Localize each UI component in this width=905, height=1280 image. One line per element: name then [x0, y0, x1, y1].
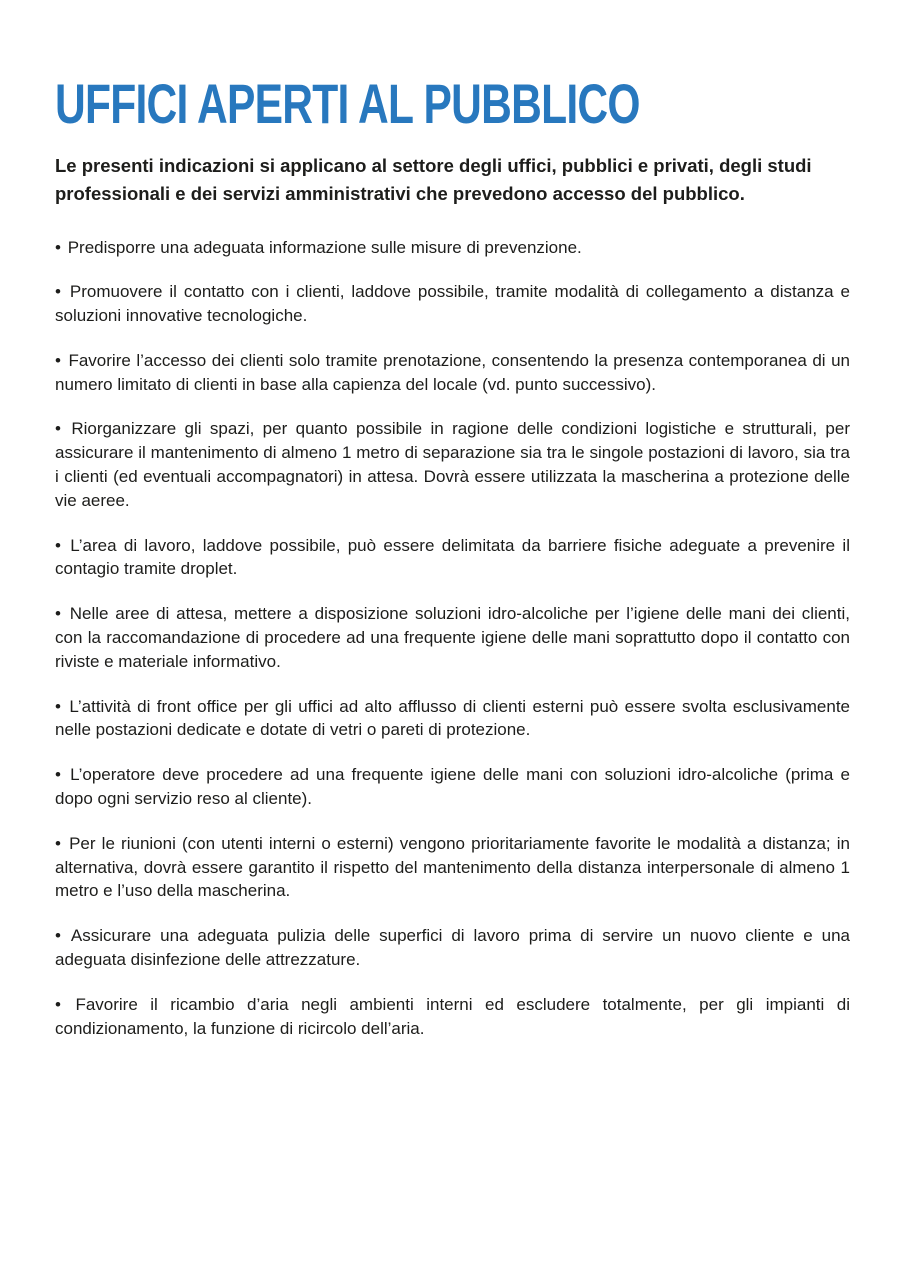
- bullet-icon: •: [55, 282, 61, 302]
- list-item: [55, 832, 850, 903]
- list-item-text: Favorire l’accesso dei clienti solo tramite prenotazione, consentendo la presenza contemporanea di un numero limitato di clienti in base alla capienza del locale (vd. punto successivo).: [55, 350, 850, 394]
- list-item-text: Favorire il ricambio d’aria negli ambienti interni ed escludere totalmente, per gli impianti di condizionamento, la funzione di ricircolo dell’aria.: [55, 994, 850, 1038]
- list-item: [55, 763, 850, 811]
- list-item-text: L’area di lavoro, laddove possibile, può essere delimitata da barriere fisiche adeguate a prevenire il contagio tramite droplet.: [55, 535, 850, 579]
- list-item-text: L’operatore deve procedere ad una frequente igiene delle mani con soluzioni idro-alcoliche (prima e dopo ogni servizio reso al cliente).: [55, 765, 850, 809]
- list-item: [55, 349, 850, 397]
- bullet-icon: •: [55, 994, 61, 1014]
- bullet-icon: •: [55, 535, 61, 555]
- list-item: [55, 236, 850, 260]
- list-item-text: Assicurare una adeguata pulizia delle superfici di lavoro prima di servire un nuovo cliente e una adeguata disinfezione delle attrezzature.: [55, 926, 850, 970]
- guidelines-list: [55, 236, 850, 1041]
- list-item: [55, 280, 850, 328]
- list-item-text: Riorganizzare gli spazi, per quanto possibile in ragione delle condizioni logistiche e strutturali, per assicurare il mantenimento di almeno 1 metro di separazione sia tra le singole postazioni di lavoro, sia tra i clienti (ed eventuali accompagnatori) in attesa. Dovrà essere utilizzata la mascherina a protezione delle vie aeree.: [55, 419, 850, 510]
- bullet-icon: •: [55, 604, 61, 624]
- list-item: [55, 993, 850, 1041]
- bullet-icon: •: [55, 350, 61, 370]
- intro-paragraph: Le presenti indicazioni si applicano al settore degli uffici, pubblici e privati, degli studi professionali e dei servizi amministrativi che prevedono accesso del pubblico.: [55, 155, 812, 204]
- list-item-text: L’attività di front office per gli uffici ad alto afflusso di clienti esterni può essere svolta esclusivamente nelle postazioni dedicate e dotate di vetri o pareti di protezione.: [55, 696, 850, 740]
- list-item: [55, 924, 850, 972]
- list-item: [55, 417, 850, 512]
- bullet-icon: •: [55, 765, 61, 785]
- list-item-text: Per le riunioni (con utenti interni o esterni) vengono prioritariamente favorite le modalità a distanza; in alternativa, dovrà essere garantito il rispetto del mantenimento della distanza interpersonale di almeno 1 metro e l’uso della mascherina.: [55, 833, 850, 901]
- list-item: [55, 602, 850, 673]
- list-item-text: Predisporre una adeguata informazione sulle misure di prevenzione.: [67, 237, 582, 257]
- list-item: [55, 695, 850, 743]
- bullet-icon: •: [55, 833, 61, 853]
- bullet-icon: •: [55, 926, 61, 946]
- bullet-icon: •: [55, 419, 61, 439]
- page-title: UFFICI APERTI AL PUBBLICO: [55, 72, 640, 135]
- list-item-text: Nelle aree di attesa, mettere a disposizione soluzioni idro-alcoliche per l’igiene delle mani dei clienti, con la raccomandazione di procedere ad una frequente igiene delle mani soprattutto dopo il contatto con riviste e materiale informativo.: [55, 604, 850, 671]
- list-item-text: Promuovere il contatto con i clienti, laddove possibile, tramite modalità di collegamento a distanza e soluzioni innovative tecnologiche.: [55, 282, 850, 326]
- bullet-icon: •: [55, 696, 61, 716]
- bullet-icon: •: [55, 237, 61, 257]
- list-item: [55, 534, 850, 582]
